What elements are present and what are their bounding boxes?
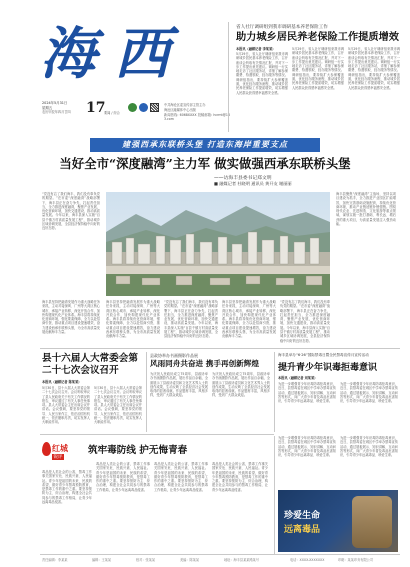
lead-body-col2: 海丰县坚持把融湾发展作为重大战略任务来抓，主动对接深圳、广州等大湾区核心城市，承接产业转移，深化开放合作，加快构建现代化产业体系。海丰县将持续优化营商环境，强化要素保障，全力以赴招商引资，推动重点项目建设提速增效，奋力建设西承东联桥头堡，为全市高质量发展贡献海丰力量。 [106, 300, 160, 339]
city-panorama-photo [106, 192, 330, 296]
masthead-logo: 海西 [40, 21, 188, 87]
column-logo-sub: 锐评 [53, 455, 63, 460]
column-headline: 筑牢毒防线 护无悔青春 [88, 445, 188, 456]
column-logo [42, 442, 70, 468]
lead-intro-col1: “党没有忘了我们海丰，我们没有辜负党的期望。”在市委“深度融湾”战略部署下，海丰县正在奋力争先，扛起责任担当，全力推进深度融湾，聚焦产业发展，优化营商环境，加快交通建设，推动高质量发展。今年以来，海丰县深入实施“百县千镇万村高质量发展工程”，推动城乡区域协调发展，全县经济保持稳中向好的良好态势。 [42, 192, 100, 231]
poster-line1: 珍爱生命 [284, 511, 321, 521]
lead-byline: ■ 融媒记者 杜晓明 通讯员 黄开友 谢丽丽 [214, 181, 292, 186]
anti-drug-body-col2: 为进一步增强青少年识毒防毒拒毒意识，近日，县禁毒委在城区中学举办禁毒宣传活动，通过展板展示、知识讲解、互动问答等形式，向广大青少年普及毒品危害知识，引导青少年远离毒品、珍爱生命。 [340, 382, 398, 404]
page-number: 17 [86, 100, 106, 116]
lead-headline: 当好全市“深度融湾”主力军 做实做强西承东联桥头堡 [59, 156, 351, 171]
footer-item: 编辑：王某某 [92, 558, 112, 562]
masthead-editor-line: 海沧区融媒体中心出版 [164, 108, 196, 112]
footer-item: 校对：张某某 [136, 558, 156, 562]
culture-body-col2: 为庆祝人民政协成立75周年，县政协举办书画摄影作品展，展出作品百余幅，全面展示了县政协委员和文化艺术界人士的创作成果，生动反映了全县经济社会发展取得的显著成就。作品题材丰富，风格多样，受到广大群众欢迎。 [212, 372, 270, 398]
flame-icon [42, 442, 51, 456]
lead-body-col5: “党没有忘了我们海丰，我们没有辜负党的期望。”在市委“深度融湾”战略部署下，海丰县正在奋力争先，扛起责任担当，全力推进深度融湾，聚焦产业发展，优化营商环境，加快交通建设，推动高质量发展。今年以来，海丰县深入实施“百县千镇万村高质量发展工程”，推动城乡区域协调发展，全县经济保持稳中向好的良好态势。 [280, 300, 330, 343]
top-right-body-col2: 5月29日，省人社厅调研组来我市调研城乡居民基本养老保险工作，召开座谈会听取有关情况汇报，并对下一步工作提出意见建议。调研组一行实地走访了社区服务站，详细了解参保缴费、待遇领取、经办服务等情况。调研组指出，要持续扩大参保覆盖面，优化经办服务流程，推动城乡居民养老保险工作提质增效，切实增强人民群众获得感幸福感安全感。 [292, 47, 344, 90]
column-logo-text: 红城 [52, 443, 68, 453]
anti-drug-byline: 本报讯（融媒记者 刘某某） [278, 376, 318, 380]
column-body-col3: 毒品是人类社会的公害，禁毒工作事关国家安危、民族兴衰、人民福祉。青少年是祖国的未来、民族的希望，做好青少年禁毒预防教育，是禁毒工作的重中之重。要坚持预防为主、综合治理，构建全社会共同参与的禁毒工作格局，让青少年远离毒品侵害。 [154, 462, 208, 492]
culture-body-col1: 为庆祝人民政协成立75周年，县政协举办书画摄影作品展，展出作品百余幅，全面展示了县政协委员和文化艺术界人士的创作成果，生动反映了全县经济社会发展取得的显著成就。作品题材丰富，风格多样，受到广大群众欢迎。 [150, 372, 208, 398]
top-right-headline: 助力城乡居民养老保险工作提质增效 [236, 31, 399, 43]
meeting-headline: 县十六届人大常委会第二十七次会议召开 [42, 353, 138, 376]
lead-subtitle: ——访海丰县委书记郑文明 [214, 176, 272, 181]
footer-item: 地址：海丰县某某路某号 [224, 558, 260, 562]
masthead-contact: 新闻热线: 6068XXXX 投稿邮箱: hcrmt@163.com [164, 113, 230, 122]
culture-headline: 风雨同舟共奋进 携手再创新辉煌 [150, 359, 259, 368]
footer-item: 电话：XXXX-XXXXXXX [290, 558, 325, 562]
footer-item: 美编：陈某某 [180, 558, 200, 562]
masthead-weekday: 星期五 [42, 105, 53, 110]
top-right-kicker: 省人社厅调研组到我市调研基本养老保险工作 [236, 25, 328, 30]
top-right-body-col3: 5月29日，省人社厅调研组来我市调研城乡居民基本养老保险工作，召开座谈会听取有关情况汇报，并对下一步工作提出意见建议。调研组一行实地走访了社区服务站，详细了解参保缴费、待遇领取、经办服务等情况。调研组指出，要持续扩大参保覆盖面，优化经办服务流程，推动城乡居民养老保险工作提质增效，切实增强人民群众获得感幸福感安全感。 [348, 47, 400, 90]
lead-body-col4: 海丰县坚持把融湾发展作为重大战略任务来抓，主动对接深圳、广州等大湾区核心城市，承接产业转移，深化开放合作，加快构建现代化产业体系。海丰县将持续优化营商环境，强化要素保障，全力以赴招商引资，推动重点项目建设提速增效，奋力建设西承东联桥头堡，为全市高质量发展贡献海丰力量。 [222, 300, 276, 339]
footer-item: 印刷：某某印务有限公司 [338, 558, 374, 562]
column-body-col2: 毒品是人类社会的公害，禁毒工作事关国家安危、民族兴衰、人民福祉。青少年是祖国的未来、民族的希望，做好青少年禁毒预防教育，是禁毒工作的重中之重。要坚持预防为主、综合治理，构建全社会共同参与的禁毒工作格局，让青少年远离毒品侵害。 [96, 462, 150, 492]
culture-kicker: 县政协举办书画摄影作品展 [150, 353, 198, 358]
poster-line2: 远离毒品 [284, 525, 321, 535]
right-col-body: 海丰县聚焦“深度融湾”主战场，坚持以项目建设为抓手，全力推进产业园区扩能增效，加快完善基础设施配套，持续优化营商环境，推动产业链延链补链强链。围绕现代农业、先进制造、文化旅游等重点领域，谋划实施一批打基础、利长远、增后劲的重大项目，为高质量发展注入强劲动能。 [336, 192, 396, 227]
masthead-lunar: 农历甲辰年四月廿四 [42, 110, 71, 114]
footer-item: 责任编辑：李某某 [42, 558, 68, 562]
meeting-body-col1: 5月30日，县十六届人大常委会第二十七次会议召开。会议听取审议了县人民政府关于有关工作情况的报告，审议通过了有关人事任免事项。县人大常委会主任出席会议并讲话。会议强调，要坚持党的领导、人民当家作主、依法治国有机统一，依法履职尽责，切实发挥人大职能作用。 [42, 386, 90, 425]
anti-drug-body-col4: 为进一步增强青少年识毒防毒拒毒意识，近日，县禁毒委在城区中学举办禁毒宣传活动，通过展板展示、知识讲解、互动问答等形式，向广大青少年普及毒品危害知识，引导青少年远离毒品、珍爱生命。 [340, 436, 398, 458]
page-label: 要闻 / 综合 [104, 111, 120, 115]
anti-drug-headline: 提升青少年识毒拒毒意识 [278, 363, 378, 373]
theme-banner: 建强西承东联桥头堡 打造东海岸重要支点 [90, 138, 320, 152]
masthead-date-block [42, 101, 86, 115]
page-footer [0, 556, 410, 567]
anti-drug-kicker: 海丰县举办“6·26”国际禁毒日暨全民禁毒宣传月宣传活动 [278, 353, 369, 357]
anti-drug-body-col1: 为进一步增强青少年识毒防毒拒毒意识，近日，县禁毒委在城区中学举办禁毒宣传活动，通过展板展示、知识讲解、互动问答等形式，向广大青少年普及毒品危害知识，引导青少年远离毒品、珍爱生命。 [278, 382, 336, 404]
qr-code-icon [150, 103, 159, 112]
top-right-body-col1: 5月29日，省人社厅调研组来我市调研城乡居民基本养老保险工作，召开座谈会听取有关情况汇报，并对下一步工作提出意见建议。调研组一行实地走访了社区服务站，详细了解参保缴费、待遇领取、经办服务等情况。调研组指出，要持续扩大参保覆盖面，优化经办服务流程，推动城乡居民养老保险工作提质增效，切实增强人民群众获得感幸福感安全感。 [236, 52, 288, 95]
masthead-sponsor: 中共海沧区委宣传部主管主办 [164, 103, 206, 107]
masthead-date: 2024年5月31日 [42, 101, 68, 105]
lead-body-col1: 海丰县坚持把融湾发展作为重大战略任务来抓，主动对接深圳、广州等大湾区核心城市，承接产业转移，深化开放合作，加快构建现代化产业体系。海丰县将持续优化营商环境，强化要素保障，全力以赴招商引资，推动重点项目建设提速增效，奋力建设西承东联桥头堡，为全市高质量发展贡献海丰力量。 [42, 300, 100, 335]
column-body-col4: 毒品是人类社会的公害，禁毒工作事关国家安危、民族兴衰、人民福祉。青少年是祖国的未来、民族的希望，做好青少年禁毒预防教育，是禁毒工作的重中之重。要坚持预防为主、综合治理，构建全社会共同参与的禁毒工作格局，让青少年远离毒品侵害。 [212, 462, 268, 492]
masthead-badge-icon [128, 103, 137, 112]
poster-figure [352, 496, 392, 548]
top-right-byline: 本报讯（融媒记者 李某某） [236, 47, 276, 51]
meeting-byline: 本报讯（融媒记者 陈某某） [42, 380, 82, 384]
column-body-col1: 毒品是人类社会的公害，禁毒工作事关国家安危、民族兴衰、人民福祉。青少年是祖国的未来、民族的希望，做好青少年禁毒预防教育，是禁毒工作的重中之重。要坚持预防为主、综合治理，构建全社会共同参与的禁毒工作格局，让青少年远离毒品侵害。 [42, 470, 92, 505]
anti-drug-poster [278, 490, 398, 552]
lead-body-col3: “党没有忘了我们海丰，我们没有辜负党的期望。”在市委“深度融湾”战略部署下，海丰县正在奋力争先，扛起责任担当，全力推进深度融湾，聚焦产业发展，优化营商环境，加快交通建设，推动高质量发展。今年以来，海丰县深入实施“百县千镇万村高质量发展工程”，推动城乡区域协调发展，全县经济保持稳中向好的良好态势。 [164, 300, 218, 339]
anti-drug-body-col3: 为进一步增强青少年识毒防毒拒毒意识，近日，县禁毒委在城区中学举办禁毒宣传活动，通过展板展示、知识讲解、互动问答等形式，向广大青少年普及毒品危害知识，引导青少年远离毒品、珍爱生命。 [278, 436, 336, 458]
masthead-badge-icon [139, 103, 148, 112]
city-panorama-image [106, 192, 330, 296]
meeting-body-col2: 5月30日，县十六届人大常委会第二十七次会议召开。会议听取审议了县人民政府关于有关工作情况的报告，审议通过了有关人事任免事项。县人大常委会主任出席会议并讲话。会议强调，要坚持党的领导、人民当家作主、依法治国有机统一，依法履职尽责，切实发挥人大职能作用。 [94, 386, 142, 425]
